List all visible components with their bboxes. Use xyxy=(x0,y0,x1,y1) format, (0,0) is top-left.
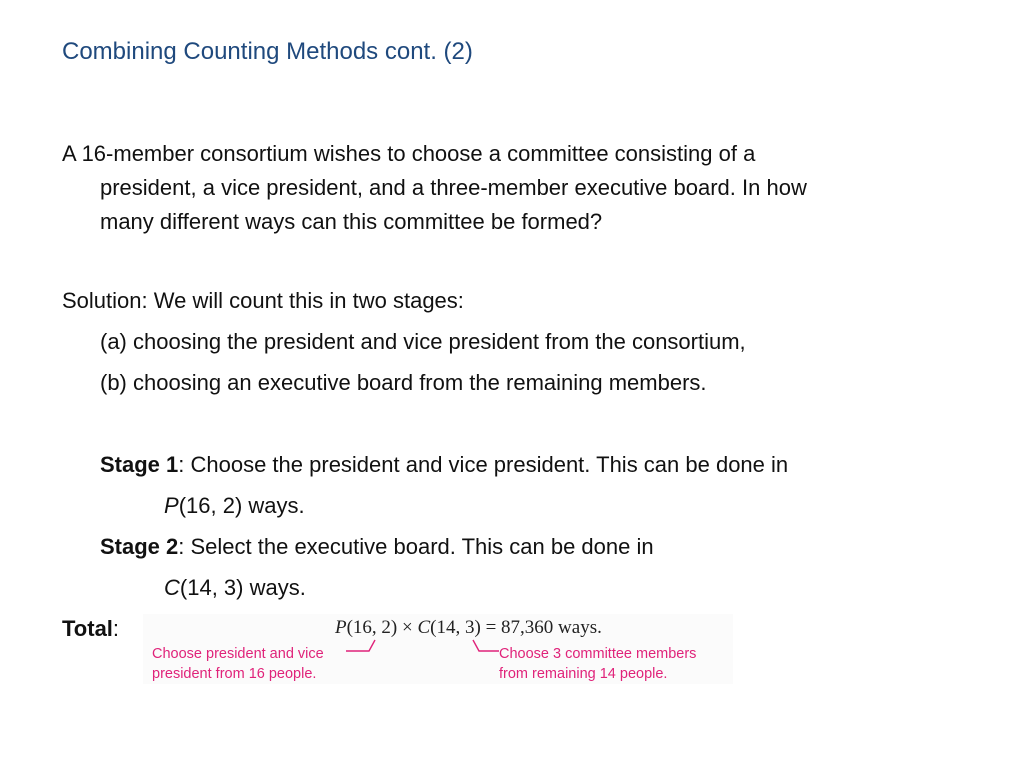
problem-line-2: president, a vice president, and a three-member executive board. In how xyxy=(100,175,807,200)
connector-right xyxy=(473,640,499,651)
note-left-line-1: Choose president and vice xyxy=(152,646,324,662)
equation-c-args: (14, 3) = 87,360 ways. xyxy=(430,617,602,638)
stage-2-func: C xyxy=(164,575,180,600)
note-right-line-2: from remaining 14 people. xyxy=(499,666,668,682)
problem-line-1: A 16-member consortium wishes to choose a committee consisting of a xyxy=(62,141,756,166)
stage-1-func: P xyxy=(164,493,179,518)
connector-left xyxy=(346,640,375,651)
stage-2-text: : Select the executive board. This can be done in xyxy=(178,534,654,559)
stage-2-label: Stage 2 xyxy=(100,534,179,559)
stage-1-count xyxy=(164,493,305,519)
equation-p-args: (16, 2) × xyxy=(346,617,418,638)
stage-1-line xyxy=(100,452,788,478)
equation-p-func: P xyxy=(335,617,347,638)
stage-2-line xyxy=(100,534,654,560)
solution-intro: Solution: We will count this in two stages: xyxy=(62,288,464,313)
stage-1-label: Stage 1 xyxy=(100,452,179,477)
total-equation-figure xyxy=(143,614,733,684)
stage-1-text: : Choose the president and vice president. This can be done in xyxy=(178,452,789,477)
note-president-choice xyxy=(152,644,324,684)
total-label: Total xyxy=(62,616,113,641)
solution-step-b: (b) choosing an executive board from the remaining members. xyxy=(100,370,707,395)
total-line xyxy=(62,616,119,642)
problem-line-3: many different ways can this committee be formed? xyxy=(100,209,603,234)
slide-title: Combining Counting Methods cont. (2) xyxy=(62,38,473,65)
stage-1-args: (16, 2) ways. xyxy=(178,493,305,518)
note-right-line-1: Choose 3 committee members xyxy=(499,646,697,662)
stage-2-args: (14, 3) ways. xyxy=(179,575,306,600)
problem-statement xyxy=(62,137,962,239)
note-left-line-2: president from 16 people. xyxy=(152,666,317,682)
note-committee-choice xyxy=(499,644,696,684)
equation-c-func: C xyxy=(417,617,431,638)
total-colon: : xyxy=(112,616,120,641)
stage-2-count xyxy=(164,575,306,601)
solution-step-a: (a) choosing the president and vice president from the consortium, xyxy=(100,329,746,354)
